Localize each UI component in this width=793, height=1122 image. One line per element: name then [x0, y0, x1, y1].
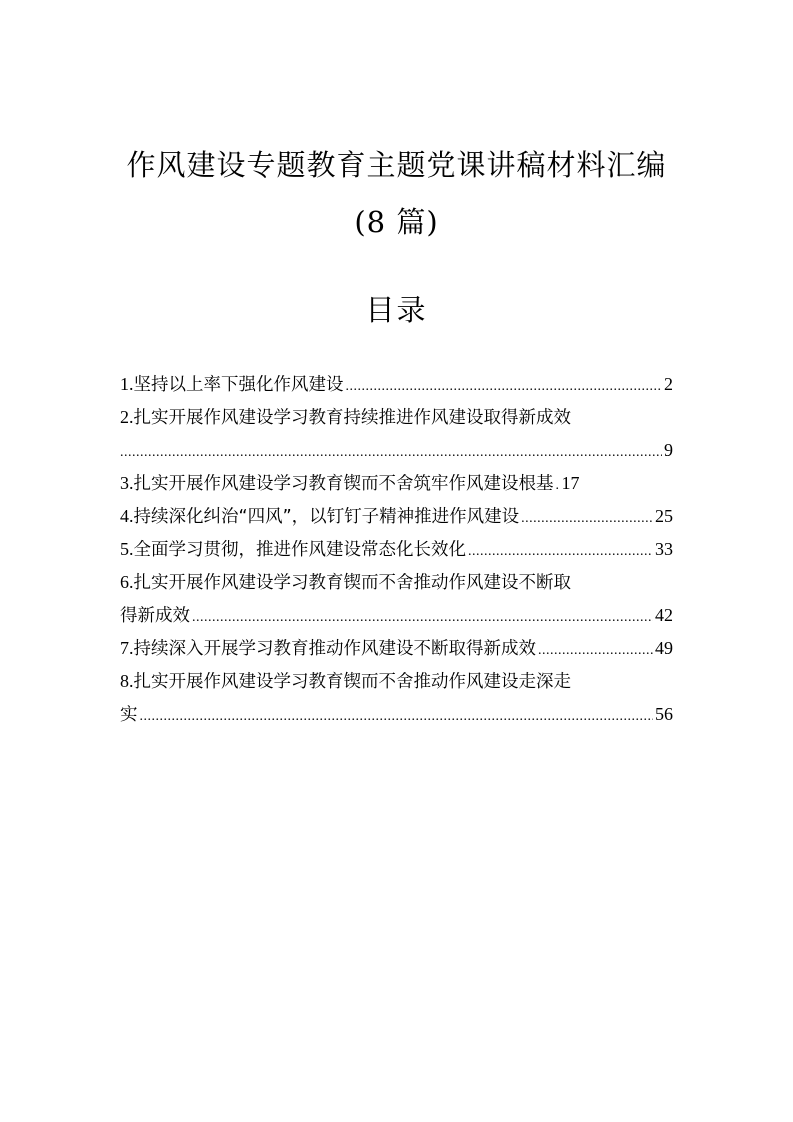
document-subtitle: (8 篇)	[354, 205, 439, 239]
table-of-contents	[120, 368, 673, 731]
toc-entry[interactable]	[120, 665, 673, 698]
toc-entry-continuation[interactable]	[120, 434, 673, 467]
toc-entry-number: 1.	[120, 374, 134, 394]
toc-entry-title-cont: 得新成效	[120, 606, 190, 626]
toc-entry-number: 8.	[120, 671, 134, 691]
toc-entry-number: 4.	[120, 506, 134, 526]
toc-dot-leader	[468, 535, 653, 568]
toc-dot-leader	[521, 502, 653, 535]
toc-entry[interactable]	[120, 401, 673, 434]
toc-entry-page: 42	[655, 605, 673, 625]
toc-entry-title-cont: 实	[120, 705, 138, 725]
toc-entry-title-wrap	[120, 500, 519, 534]
toc-entry-number: 7.	[120, 638, 134, 658]
toc-entry-title: 扎实开展作风建设学习教育锲而不舍筑牢作风建设根基	[133, 474, 554, 494]
toc-entry-title-wrap	[120, 368, 344, 402]
toc-entry-page: 2	[664, 374, 673, 394]
toc-entry-title-wrap	[120, 467, 554, 501]
toc-entry-title: 持续深化纠治“四风”，以钉钉子精神推进作风建设	[133, 507, 520, 527]
toc-entry-title: 扎实开展作风建设学习教育锲而不舍推动作风建设不断取	[133, 573, 571, 593]
toc-entry-page: 17	[561, 473, 580, 493]
document-title: 作风建设专题教育主题党课讲稿材料汇编	[126, 148, 667, 182]
toc-entry-page: 33	[655, 539, 673, 559]
toc-dot-leader	[192, 601, 653, 634]
toc-dot-leader	[120, 436, 662, 469]
toc-dot-leader	[538, 634, 653, 667]
toc-entry-page: 9	[664, 440, 673, 460]
toc-entry[interactable]	[120, 566, 673, 599]
toc-entry-number: 3.	[120, 473, 134, 493]
toc-entry-title: 全面学习贯彻，推进作风建设常态化长效化	[133, 540, 466, 560]
toc-entry[interactable]	[120, 467, 673, 500]
toc-entry-title: 坚持以上率下强化作风建设	[133, 375, 344, 395]
toc-entry[interactable]	[120, 500, 673, 533]
toc-entry[interactable]	[120, 368, 673, 401]
toc-entry-title: 扎实开展作风建设学习教育持续推进作风建设取得新成效	[133, 408, 571, 428]
toc-entry-continuation[interactable]	[120, 698, 673, 731]
toc-entry-number: 2.	[120, 407, 134, 427]
toc-entry[interactable]	[120, 632, 673, 665]
toc-entry-number: 6.	[120, 572, 134, 592]
toc-entry-page: 49	[655, 638, 673, 658]
toc-entry-page: 25	[655, 506, 673, 526]
toc-entry-page: 56	[655, 704, 673, 724]
toc-entry-title: 持续深入开展学习教育推动作风建设不断取得新成效	[133, 639, 536, 659]
toc-entry-title-wrap	[120, 401, 571, 435]
toc-entry-title: 扎实开展作风建设学习教育锲而不舍推动作风建设走深走	[133, 672, 571, 692]
toc-entry[interactable]	[120, 533, 673, 566]
toc-entry-title-wrap	[120, 533, 466, 567]
toc-entry-title-wrap	[120, 566, 571, 600]
toc-entry-continuation[interactable]	[120, 599, 673, 632]
toc-dot-leader	[556, 469, 560, 502]
toc-entry-number: 5.	[120, 539, 134, 559]
toc-dot-leader	[346, 370, 663, 403]
toc-dot-leader	[140, 700, 654, 733]
toc-entry-title-wrap	[120, 665, 571, 699]
toc-entry-title-wrap	[120, 632, 536, 666]
toc-heading: 目录	[365, 293, 428, 327]
